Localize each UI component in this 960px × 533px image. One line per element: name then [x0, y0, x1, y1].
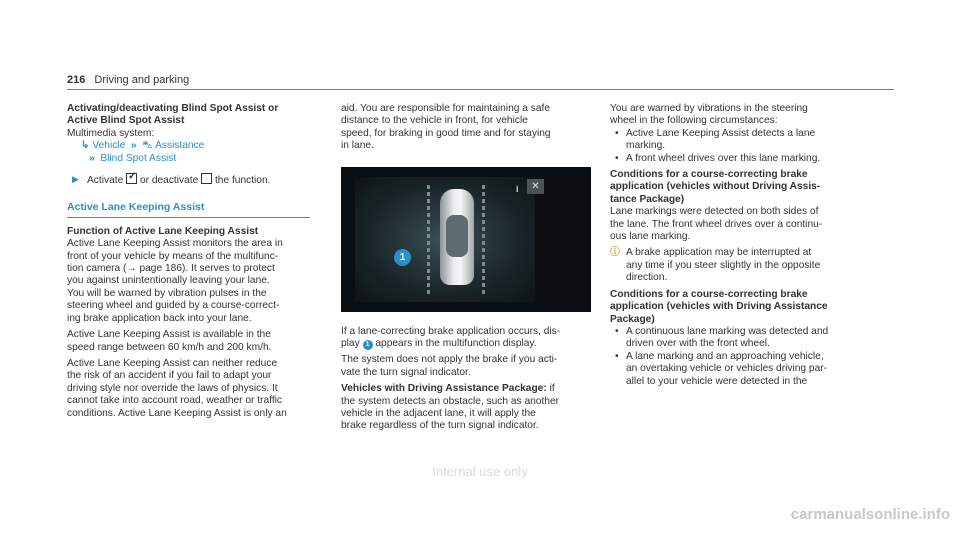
info-circle-icon: ⓘ [610, 247, 620, 259]
p2-play: play [341, 338, 360, 350]
section-rule [67, 217, 310, 218]
conditions-without-package-heading [610, 169, 872, 206]
text-line: tion camera (→ page 186). It serves to protect [67, 263, 275, 275]
text-line: A brake application may be interrupted at [626, 247, 812, 259]
heading-line: application (vehicles with Driving Assistance [610, 301, 828, 313]
callout-badge: 1 [394, 249, 411, 266]
callout-badge-inline: 1 [363, 340, 373, 350]
multifunction-display-image [341, 167, 591, 312]
package-bullets [610, 326, 872, 388]
path-assistance[interactable]: Assistance [155, 140, 205, 152]
p4-bold: Vehicles with Driving Assistance Package: [341, 383, 547, 395]
page-number: 216 [67, 74, 86, 86]
warning-bullets [610, 128, 872, 165]
text-line: ous lane marking. [610, 231, 691, 243]
text-line: in lane. [341, 140, 374, 152]
info-note [610, 247, 872, 284]
column-right [610, 103, 872, 388]
chevron-right-icon: » [89, 152, 98, 164]
column-middle [341, 103, 591, 433]
text-line: Lane markings were detected on both sides of [610, 206, 819, 218]
function-paragraph [67, 238, 317, 325]
list-item [610, 153, 872, 165]
conditions-with-package-heading [610, 289, 872, 326]
activate-post: the function. [214, 175, 271, 187]
close-icon: ✕ [527, 179, 544, 194]
obstacle-paragraph [341, 396, 591, 433]
note-text [626, 247, 872, 284]
text-line: brake regardless of the turn signal indicator. [341, 420, 539, 432]
bullet-icon: • [615, 325, 619, 337]
text-line: steering wheel and guided by a course-correct- [67, 300, 280, 312]
text-line: aid. You are responsible for maintaining a safe [341, 103, 550, 114]
p2-line1: If a lane-correcting brake application occurs, dis- [341, 325, 561, 337]
text-line: wheel in the following circumstances: [610, 115, 778, 127]
heading-line: tance Package) [610, 193, 685, 205]
text-line: Active Lane Keeping Assist can neither reduce [67, 357, 278, 369]
text-line: direction. [626, 272, 668, 284]
activate-mid: or deactivate [139, 175, 199, 187]
bullet-icon: • [615, 350, 619, 362]
responsibility-paragraph [341, 103, 591, 153]
p2-post: appears in the multifunction display. [375, 338, 537, 350]
text-line: cannot take into account road, weather or traffic [67, 395, 283, 407]
list-item-text: allel to your vehicle were detected in the [626, 375, 808, 387]
section-title: Active Lane Keeping Assist [67, 201, 205, 214]
submenu-arrow-icon: ↳ [81, 140, 90, 152]
list-item-text: A continuous lane marking was detected and [626, 325, 829, 337]
text-line: the risk of an accident if you fail to adapt your [67, 370, 272, 382]
lane-marking-right [482, 185, 485, 295]
p4-line1 [341, 383, 591, 395]
conditions-without-package-text [610, 206, 872, 243]
list-item-text: an overtaking vehicle or vehicles driving par- [626, 363, 828, 375]
path-bsa[interactable]: Blind Spot Assist [100, 152, 177, 164]
bsa-heading-line2: Active Blind Spot Assist [67, 115, 185, 127]
text-line: The system does not apply the brake if you acti- [341, 354, 558, 366]
text-line: front of your vehicle by means of the multifunc- [67, 250, 279, 262]
car-icon: ⛍ [142, 140, 153, 152]
menu-path-bsa[interactable] [67, 153, 317, 165]
warning-intro [610, 103, 872, 128]
text-line: vate the turn signal indicator. [341, 366, 471, 378]
column-left [67, 103, 317, 420]
p4-rest: if [546, 383, 555, 395]
site-watermark: carmanualsonline.info [790, 506, 950, 523]
bsa-heading-line1: Activating/deactivating Blind Spot Assist or [67, 103, 279, 114]
heading-line: Conditions for a course-correcting brake [610, 288, 808, 300]
info-icon: i [516, 183, 519, 194]
menu-path-vehicle[interactable] [67, 140, 317, 152]
chapter-title: Driving and parking [94, 74, 190, 86]
step-arrow-icon: ▶ [72, 174, 79, 185]
page-header [67, 74, 189, 86]
list-item-text: driven over with the front wheel. [626, 338, 770, 350]
checkbox-empty-icon [201, 173, 212, 184]
list-item-text: Active Lane Keeping Assist detects a lane [626, 127, 816, 139]
text-line: ing brake application back into your lane. [67, 312, 252, 324]
list-item-text: A lane marking and an approaching vehicle, [626, 350, 824, 362]
text-line: the lane. The front wheel drives over a continu- [610, 218, 823, 230]
text-line: distance to the vehicle in front, for vehicle [341, 115, 528, 127]
internal-use-label: Internal use only [432, 464, 528, 479]
vehicle-roof [446, 215, 468, 257]
limits-paragraph [67, 358, 317, 420]
speed-paragraph [67, 329, 317, 354]
text-line: any time if you steer slightly in the opposite [626, 259, 821, 271]
text-line: You are warned by vibrations in the steering [610, 103, 808, 114]
text-line: you against unintentionally leaving your lane. [67, 275, 270, 287]
function-heading: Function of Active Lane Keeping Assist [67, 225, 259, 237]
system-label: Multimedia system: [67, 127, 155, 139]
lane-marking-left [427, 185, 430, 295]
list-item-text: marking. [626, 140, 666, 152]
list-item [610, 326, 872, 351]
path-vehicle[interactable]: Vehicle [92, 140, 126, 152]
bullet-icon: • [615, 127, 619, 139]
chevron-right-icon: » [128, 140, 140, 152]
checkbox-checked-icon [126, 173, 137, 184]
p2-line2 [341, 338, 591, 350]
text-line: speed range between 60 km/h and 200 km/h. [67, 341, 272, 353]
text-line: Active Lane Keeping Assist is available in the [67, 329, 271, 341]
list-item-text: A front wheel drives over this lane marking. [626, 152, 821, 164]
text-line: driving style nor override the laws of physics. It [67, 382, 278, 394]
activate-pre: Activate [87, 175, 124, 187]
bullet-icon: • [615, 152, 619, 164]
header-rule [67, 89, 894, 90]
text-line: speed, for braking in good time and for staying [341, 127, 551, 139]
list-item [610, 351, 872, 388]
text-line: vehicle in the adjacent lane, it will apply the [341, 408, 536, 420]
text-line: Active Lane Keeping Assist monitors the area in [67, 238, 283, 250]
activate-step [67, 173, 317, 187]
heading-line: Conditions for a course-correcting brake [610, 169, 808, 181]
heading-line: application (vehicles without Driving Assis- [610, 181, 821, 193]
text-line: the system detects an obstacle, such as another [341, 395, 560, 407]
list-item [610, 128, 872, 153]
heading-line: Package) [610, 313, 655, 325]
turn-signal-paragraph [341, 354, 591, 379]
text-line: You will be warned by vibration pulses in the [67, 287, 267, 299]
text-line: conditions. Active Lane Keeping Assist is only an [67, 407, 287, 419]
